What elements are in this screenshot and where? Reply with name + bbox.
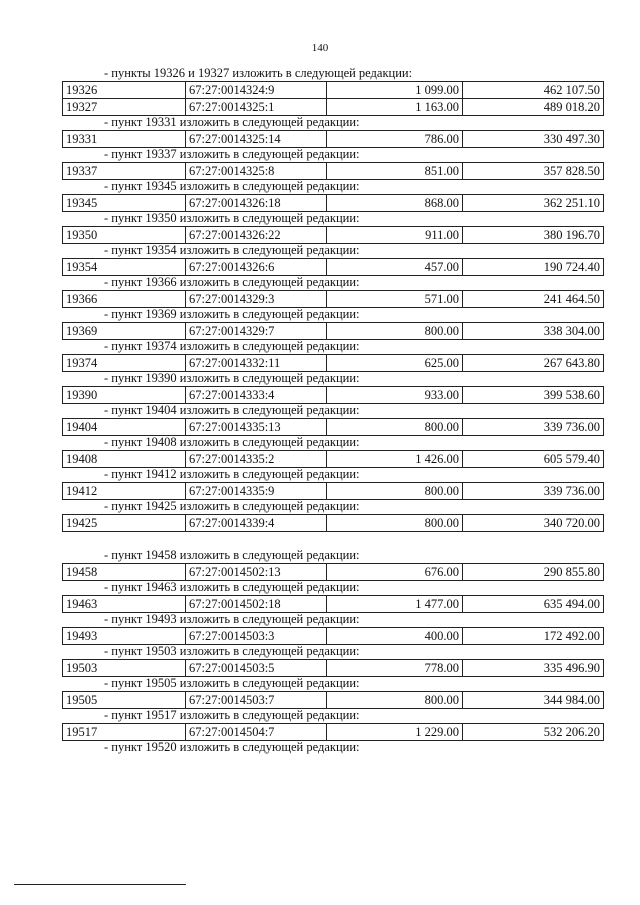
amendment-heading: - пункт 19337 изложить в следующей редакции: — [104, 147, 360, 161]
cadastral-value-cell: 340 720.00 — [462, 514, 604, 532]
area-cell: 800.00 — [326, 691, 463, 709]
amendment-heading: - пункт 19503 изложить в следующей редакции: — [104, 644, 360, 658]
area-cell: 457.00 — [326, 258, 463, 276]
area-cell: 851.00 — [326, 162, 463, 180]
amendment-heading: - пункт 19390 изложить в следующей редакции: — [104, 371, 360, 385]
item-number-cell: 19463 — [62, 595, 186, 613]
area-cell: 786.00 — [326, 130, 463, 148]
area-cell: 625.00 — [326, 354, 463, 372]
table-row — [62, 450, 606, 467]
area-cell: 911.00 — [326, 226, 463, 244]
amendment-heading: - пункт 19350 изложить в следующей редакции: — [104, 211, 360, 225]
table-row — [62, 258, 606, 275]
table-row — [62, 354, 606, 371]
table-row — [62, 723, 606, 740]
area-cell: 1 477.00 — [326, 595, 463, 613]
area-cell: 676.00 — [326, 563, 463, 581]
page-number: 140 — [311, 42, 329, 54]
item-number-cell: 19374 — [62, 354, 186, 372]
table-row — [62, 691, 606, 708]
cadastral-value-cell: 339 736.00 — [462, 482, 604, 500]
amendment-heading: - пункт 19345 изложить в следующей редакции: — [104, 179, 360, 193]
cadastral-number-cell: 67:27:0014326:22 — [185, 226, 327, 244]
item-number-cell: 19425 — [62, 514, 186, 532]
cadastral-number-cell: 67:27:0014326:6 — [185, 258, 327, 276]
cadastral-value-cell: 339 736.00 — [462, 418, 604, 436]
cadastral-number-cell: 67:27:0014325:8 — [185, 162, 327, 180]
amendment-heading: - пункт 19505 изложить в следующей редакции: — [104, 676, 360, 690]
item-number-cell: 19369 — [62, 322, 186, 340]
area-cell: 1 163.00 — [326, 98, 463, 116]
amendment-heading: - пункт 19331 изложить в следующей редакции: — [104, 115, 360, 129]
cadastral-value-cell: 330 497.30 — [462, 130, 604, 148]
cadastral-value-cell: 380 196.70 — [462, 226, 604, 244]
item-number-cell: 19354 — [62, 258, 186, 276]
amendment-heading: - пункт 19517 изложить в следующей редакции: — [104, 708, 360, 722]
cadastral-value-cell: 462 107.50 — [462, 81, 604, 99]
amendment-heading: - пункт 19463 изложить в следующей редакции: — [104, 580, 360, 594]
area-cell: 400.00 — [326, 627, 463, 645]
area-cell: 800.00 — [326, 418, 463, 436]
cadastral-value-cell: 338 304.00 — [462, 322, 604, 340]
area-cell: 1 099.00 — [326, 81, 463, 99]
cadastral-number-cell: 67:27:0014503:7 — [185, 691, 327, 709]
amendment-heading: - пункт 19458 изложить в следующей редакции: — [104, 548, 360, 562]
cadastral-number-cell: 67:27:0014339:4 — [185, 514, 327, 532]
cadastral-number-cell: 67:27:0014325:14 — [185, 130, 327, 148]
item-number-cell: 19337 — [62, 162, 186, 180]
table-row — [62, 418, 606, 435]
table-row — [62, 482, 606, 499]
cadastral-value-cell: 290 855.80 — [462, 563, 604, 581]
table-row — [62, 386, 606, 403]
item-number-cell: 19503 — [62, 659, 186, 677]
item-number-cell: 19458 — [62, 563, 186, 581]
item-number-cell: 19408 — [62, 450, 186, 468]
cadastral-number-cell: 67:27:0014325:1 — [185, 98, 327, 116]
area-cell: 1 426.00 — [326, 450, 463, 468]
area-cell: 571.00 — [326, 290, 463, 308]
table-row — [62, 627, 606, 644]
area-cell: 1 229.00 — [326, 723, 463, 741]
amendment-heading: - пункт 19493 изложить в следующей редакции: — [104, 612, 360, 626]
amendment-heading: - пункт 19369 изложить в следующей редакции: — [104, 307, 360, 321]
amendments-list — [62, 66, 606, 755]
cadastral-value-cell: 267 643.80 — [462, 354, 604, 372]
amendment-heading: - пункт 19425 изложить в следующей редакции: — [104, 499, 360, 513]
item-number-cell: 19350 — [62, 226, 186, 244]
table-row — [62, 98, 606, 115]
item-number-cell: 19404 — [62, 418, 186, 436]
item-number-cell: 19493 — [62, 627, 186, 645]
amendment-heading: - пункт 19354 изложить в следующей редакции: — [104, 243, 360, 257]
area-cell: 778.00 — [326, 659, 463, 677]
amendment-heading: - пункт 19404 изложить в следующей редакции: — [104, 403, 360, 417]
item-number-cell: 19345 — [62, 194, 186, 212]
item-number-cell: 19412 — [62, 482, 186, 500]
item-number-cell: 19505 — [62, 691, 186, 709]
amendment-heading: - пункты 19326 и 19327 изложить в следующей редакции: — [104, 66, 413, 80]
cadastral-number-cell: 67:27:0014502:18 — [185, 595, 327, 613]
amendment-heading: - пункт 19374 изложить в следующей редакции: — [104, 339, 360, 353]
section-gap — [62, 531, 606, 548]
cadastral-number-cell: 67:27:0014335:2 — [185, 450, 327, 468]
area-cell: 933.00 — [326, 386, 463, 404]
cadastral-value-cell: 172 492.00 — [462, 627, 604, 645]
table-row — [62, 81, 606, 98]
cadastral-value-cell: 362 251.10 — [462, 194, 604, 212]
cadastral-number-cell: 67:27:0014332:11 — [185, 354, 327, 372]
cadastral-number-cell: 67:27:0014504:7 — [185, 723, 327, 741]
cadastral-number-cell: 67:27:0014324:9 — [185, 81, 327, 99]
cadastral-value-cell: 335 496.90 — [462, 659, 604, 677]
cadastral-value-cell: 532 206.20 — [462, 723, 604, 741]
table-row — [62, 322, 606, 339]
cadastral-value-cell: 635 494.00 — [462, 595, 604, 613]
cadastral-number-cell: 67:27:0014503:3 — [185, 627, 327, 645]
table-row — [62, 290, 606, 307]
cadastral-value-cell: 605 579.40 — [462, 450, 604, 468]
item-number-cell: 19331 — [62, 130, 186, 148]
cadastral-value-cell: 489 018.20 — [462, 98, 604, 116]
area-cell: 800.00 — [326, 514, 463, 532]
cadastral-number-cell: 67:27:0014335:9 — [185, 482, 327, 500]
amendment-heading: - пункт 19520 изложить в следующей редакции: — [104, 740, 360, 754]
cadastral-value-cell: 399 538.60 — [462, 386, 604, 404]
table-row — [62, 226, 606, 243]
cadastral-value-cell: 344 984.00 — [462, 691, 604, 709]
item-number-cell: 19327 — [62, 98, 186, 116]
amendment-heading: - пункт 19408 изложить в следующей редакции: — [104, 435, 360, 449]
area-cell: 868.00 — [326, 194, 463, 212]
table-row — [62, 514, 606, 531]
footnote-divider — [14, 884, 186, 885]
table-row — [62, 130, 606, 147]
cadastral-value-cell: 241 464.50 — [462, 290, 604, 308]
cadastral-value-cell: 357 828.50 — [462, 162, 604, 180]
item-number-cell: 19517 — [62, 723, 186, 741]
cadastral-number-cell: 67:27:0014502:13 — [185, 563, 327, 581]
item-number-cell: 19366 — [62, 290, 186, 308]
area-cell: 800.00 — [326, 322, 463, 340]
cadastral-number-cell: 67:27:0014335:13 — [185, 418, 327, 436]
cadastral-number-cell: 67:27:0014326:18 — [185, 194, 327, 212]
item-number-cell: 19326 — [62, 81, 186, 99]
table-row — [62, 659, 606, 676]
table-row — [62, 162, 606, 179]
item-number-cell: 19390 — [62, 386, 186, 404]
amendment-heading: - пункт 19366 изложить в следующей редакции: — [104, 275, 360, 289]
cadastral-number-cell: 67:27:0014329:7 — [185, 322, 327, 340]
table-row — [62, 194, 606, 211]
amendment-heading: - пункт 19412 изложить в следующей редакции: — [104, 467, 360, 481]
table-row — [62, 563, 606, 580]
cadastral-value-cell: 190 724.40 — [462, 258, 604, 276]
cadastral-number-cell: 67:27:0014329:3 — [185, 290, 327, 308]
cadastral-number-cell: 67:27:0014503:5 — [185, 659, 327, 677]
area-cell: 800.00 — [326, 482, 463, 500]
cadastral-number-cell: 67:27:0014333:4 — [185, 386, 327, 404]
table-row — [62, 595, 606, 612]
